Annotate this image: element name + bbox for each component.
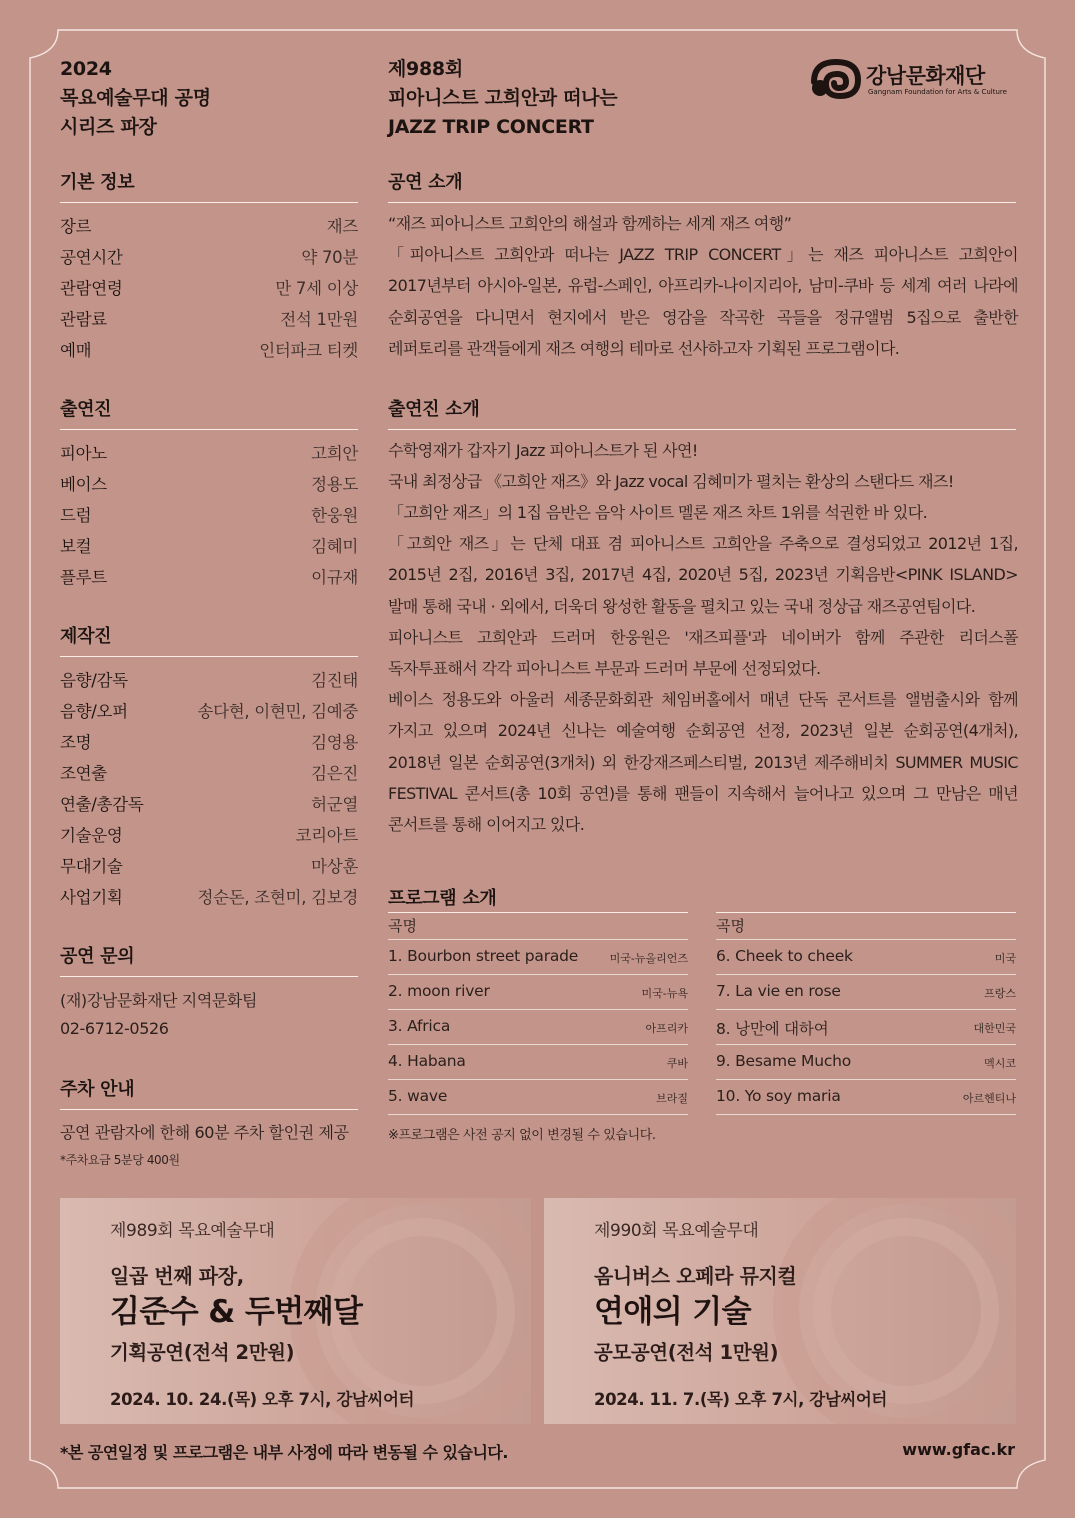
- song-title: 7. La vie en rose: [716, 982, 841, 1000]
- song-country: 멕시코: [984, 1057, 1016, 1070]
- foundation-logo-icon: [810, 58, 862, 100]
- program-row: [388, 940, 688, 975]
- song-title: 1. Bourbon street parade: [388, 947, 579, 965]
- logo-subtitle: Gangnam Foundation for Arts & Culture: [868, 88, 1007, 96]
- row-key: 장르: [60, 217, 92, 236]
- performer-row: [60, 533, 358, 557]
- header-concert-subtitle: 피아니스트 고희안과 떠나는: [388, 87, 618, 109]
- performer-row: [60, 440, 358, 464]
- staff-row: [60, 791, 358, 815]
- info-row-price: [60, 306, 358, 330]
- performer-row: [60, 502, 358, 526]
- performer-intro-line-3: 「고희안 재즈」의 1집 음반은 음악 사이트 멜론 재즈 차트 1위를 석권한 바 있다.: [388, 503, 928, 522]
- footer-disclaimer: *본 공연일정 및 프로그램은 내부 사정에 따라 변동될 수 있습니다.: [60, 1443, 508, 1462]
- song-country: 미국-뉴올리언즈: [609, 952, 688, 965]
- song-title: 4. Habana: [388, 1052, 466, 1070]
- row-value: 한웅원: [311, 506, 358, 525]
- row-value: 이규재: [311, 568, 358, 587]
- performer-row: [60, 564, 358, 588]
- row-value: 전석 1만원: [280, 310, 358, 329]
- program-title: 프로그램 소개: [388, 888, 497, 909]
- song-country: 브라질: [656, 1092, 688, 1105]
- staff-row: [60, 822, 358, 846]
- row-value: 약 70분: [301, 248, 358, 267]
- row-key: 공연시간: [60, 248, 123, 267]
- production-title: 제작진: [60, 622, 358, 657]
- intro-title: 공연 소개: [388, 168, 1016, 203]
- promo-date: 2024. 10. 24.(목) 오후 7시, 강남씨어터: [110, 1390, 415, 1409]
- row-value: 코리아트: [295, 826, 358, 845]
- promo-episode: 제989회 목요예술무대: [110, 1221, 275, 1241]
- inquiry-team: (재)강남문화재단 지역문화팀: [60, 991, 258, 1010]
- info-row-age: [60, 275, 358, 299]
- song-country: 쿠바: [666, 1057, 688, 1070]
- staff-row: [60, 729, 358, 753]
- row-key: 관람연령: [60, 279, 123, 298]
- song-country: 프랑스: [984, 987, 1016, 1000]
- song-country: 미국-뉴욕: [641, 987, 688, 1000]
- program-row: [716, 1010, 1016, 1045]
- program-table-right: [716, 912, 1016, 1115]
- song-country: 미국: [994, 952, 1016, 965]
- row-key: 연출/총감독: [60, 795, 144, 814]
- row-key: 무대기술: [60, 857, 123, 876]
- promo-title: 김준수 & 두번째달: [110, 1294, 363, 1330]
- row-value: 허군열: [311, 795, 358, 814]
- performer-intro-title: 출연진 소개: [388, 395, 1016, 430]
- row-key: 보컬: [60, 537, 92, 556]
- song-country: 대한민국: [973, 1022, 1016, 1035]
- info-row-booking: [60, 337, 358, 361]
- row-value: 인터파크 티켓: [259, 341, 358, 360]
- song-title: 8. 낭만에 대하여: [716, 1020, 829, 1038]
- row-key: 베이스: [60, 475, 107, 494]
- row-key: 조연출: [60, 764, 107, 783]
- row-key: 플루트: [60, 568, 107, 587]
- staff-row: [60, 698, 358, 722]
- header-episode: 제988회: [388, 58, 463, 80]
- intro-body: 「피아니스트 고희안과 떠나는 JAZZ TRIP CONCERT」는 재즈 피아니스트 고희안이 2017년부터 아시아-일본, 유럽-스페인, 아프리카-나이지리아, 남미-쿠바 등 세계 여러 나라에 순회공연을 다니면서 현지에서 받은 영감을 작곡한 곡들을 정규앨범 5집으로 출반한 레퍼토리를 관객들에게 재즈 여행의 테마로 선사하고자 기획된 프로그램이다.: [388, 245, 1018, 358]
- inquiry-phone: 02-6712-0526: [60, 1019, 169, 1038]
- row-value: 만 7세 이상: [275, 279, 358, 298]
- header-series: 목요예술무대 공명: [60, 87, 211, 109]
- logo-name: 강남문화재단: [866, 64, 985, 88]
- row-key: 피아노: [60, 444, 107, 463]
- row-key: 관람료: [60, 310, 107, 329]
- song-title: 3. Africa: [388, 1017, 451, 1035]
- row-value: 김영용: [311, 733, 358, 752]
- song-title: 6. Cheek to cheek: [716, 947, 853, 965]
- promo-card-989: [60, 1198, 531, 1424]
- website-link[interactable]: www.gfac.kr: [902, 1440, 1015, 1459]
- program-row: [388, 975, 688, 1010]
- row-value: 재즈: [326, 217, 358, 236]
- row-value: 김은진: [311, 764, 358, 783]
- header-left: [60, 55, 211, 142]
- staff-row: [60, 760, 358, 784]
- promo-card-990: [544, 1198, 1016, 1424]
- program-row: [716, 940, 1016, 975]
- program-row: [716, 975, 1016, 1010]
- promo-date: 2024. 11. 7.(목) 오후 7시, 강남씨어터: [594, 1390, 887, 1409]
- performer-intro-para-2: 피아니스트 고희안과 드러머 한웅원은 '재즈피플'과 네이버가 함께 주관한 리더스폴 독자투표해서 각각 피아니스트 부문과 드러머 부문에 선정되었다.: [388, 628, 1018, 679]
- program-row: [388, 1010, 688, 1045]
- program-change-note: ※프로그램은 사전 공지 없이 변경될 수 있습니다.: [388, 1128, 656, 1143]
- row-key: 예매: [60, 341, 92, 360]
- program-col-header: 곡명: [716, 912, 1016, 940]
- row-value: 마상훈: [311, 857, 358, 876]
- row-value: 송다현, 이현민, 김예중: [197, 702, 358, 721]
- song-title: 9. Besame Mucho: [716, 1052, 852, 1070]
- program-row: [716, 1080, 1016, 1115]
- song-country: 아르헨티나: [962, 1092, 1016, 1105]
- program-table-left: [388, 912, 688, 1115]
- header-center: [388, 55, 617, 142]
- parking-title: 주차 안내: [60, 1075, 358, 1110]
- promo-subtitle: 일곱 번째 파장,: [110, 1264, 244, 1288]
- program-row: [716, 1045, 1016, 1080]
- song-title: 10. Yo soy maria: [716, 1087, 841, 1105]
- staff-row: [60, 853, 358, 877]
- performer-intro-para-1: 「고희안 재즈」는 단체 대표 겸 피아니스트 고희안을 주축으로 결성되었고 2012년 1집, 2015년 2집, 2016년 3집, 2017년 4집, 2020년 5집, 2023년 기획음반<PINK ISLAND>발매 통해 국내 · 외에서, 더욱더 왕성한 활동을 펼치고 있는 국내 정상급 재즈공연팀이다.: [388, 534, 1018, 616]
- performer-intro-line-1: 수학영재가 갑자기 Jazz 피아니스트가 된 사연!: [388, 441, 698, 460]
- inquiry-title: 공연 문의: [60, 942, 358, 977]
- promo-price: 공모공연(전석 1만원): [594, 1341, 779, 1364]
- intro-quote: “재즈 피아니스트 고희안의 해설과 함께하는 세계 재즈 여행”: [388, 214, 792, 233]
- staff-row: [60, 884, 358, 908]
- staff-row: [60, 667, 358, 691]
- row-value: 김진태: [311, 671, 358, 690]
- row-key: 사업기획: [60, 888, 123, 907]
- row-key: 음향/오퍼: [60, 702, 128, 721]
- promo-title: 연애의 기술: [594, 1294, 751, 1330]
- program-col-header: 곡명: [388, 912, 688, 940]
- info-row-duration: [60, 244, 358, 268]
- header-subseries: 시리즈 파장: [60, 116, 157, 138]
- row-key: 드럼: [60, 506, 92, 525]
- parking-fee-note: *주차요금 5분당 400원: [60, 1153, 180, 1167]
- row-key: 조명: [60, 733, 92, 752]
- row-value: 정용도: [311, 475, 358, 494]
- row-value: 정순돈, 조현미, 김보경: [197, 888, 358, 907]
- row-key: 기술운영: [60, 826, 123, 845]
- song-country: 아프리카: [645, 1022, 688, 1035]
- basic-info-title: 기본 정보: [60, 168, 358, 203]
- program-row: [388, 1080, 688, 1115]
- promo-subtitle: 옴니버스 오페라 뮤지컬: [594, 1264, 797, 1288]
- program-row: [388, 1045, 688, 1080]
- promo-price: 기획공연(전석 2만원): [110, 1341, 295, 1364]
- song-title: 5. wave: [388, 1087, 448, 1105]
- row-value: 고희안: [311, 444, 358, 463]
- row-key: 음향/감독: [60, 671, 128, 690]
- performer-row: [60, 471, 358, 495]
- parking-info: 공연 관람자에 한해 60분 주차 할인권 제공: [60, 1123, 349, 1142]
- header-year: 2024: [60, 58, 112, 80]
- row-value: 김혜미: [311, 537, 358, 556]
- song-title: 2. moon river: [388, 982, 490, 1000]
- promo-episode: 제990회 목요예술무대: [594, 1221, 759, 1241]
- info-row-genre: [60, 213, 358, 237]
- performers-title: 출연진: [60, 395, 358, 430]
- performer-intro-para-3: 베이스 정용도와 아울러 세종문화회관 체임버홀에서 매년 단독 콘서트를 앨범출시와 함께 가지고 있으며 2024년 신나는 예술여행 순회공연 선정, 2023년 일본 순회공연(4개처), 2018년 일본 순회공연(3개처) 외 한강재즈페스티벌, 2013년 제주해비치 SUMMER MUSIC FESTIVAL 콘서트(총 10회 공연)를 통해 팬들이 지속해서 늘어나고 있으며 그 만남은 매년 콘서트를 통해 이어지고 있다.: [388, 690, 1018, 835]
- performer-intro-line-2: 국내 최정상급 《고희안 재즈》와 Jazz vocal 김혜미가 펼치는 환상의 스탠다드 재즈!: [388, 472, 954, 491]
- header-concert-title: JAZZ TRIP CONCERT: [388, 116, 594, 138]
